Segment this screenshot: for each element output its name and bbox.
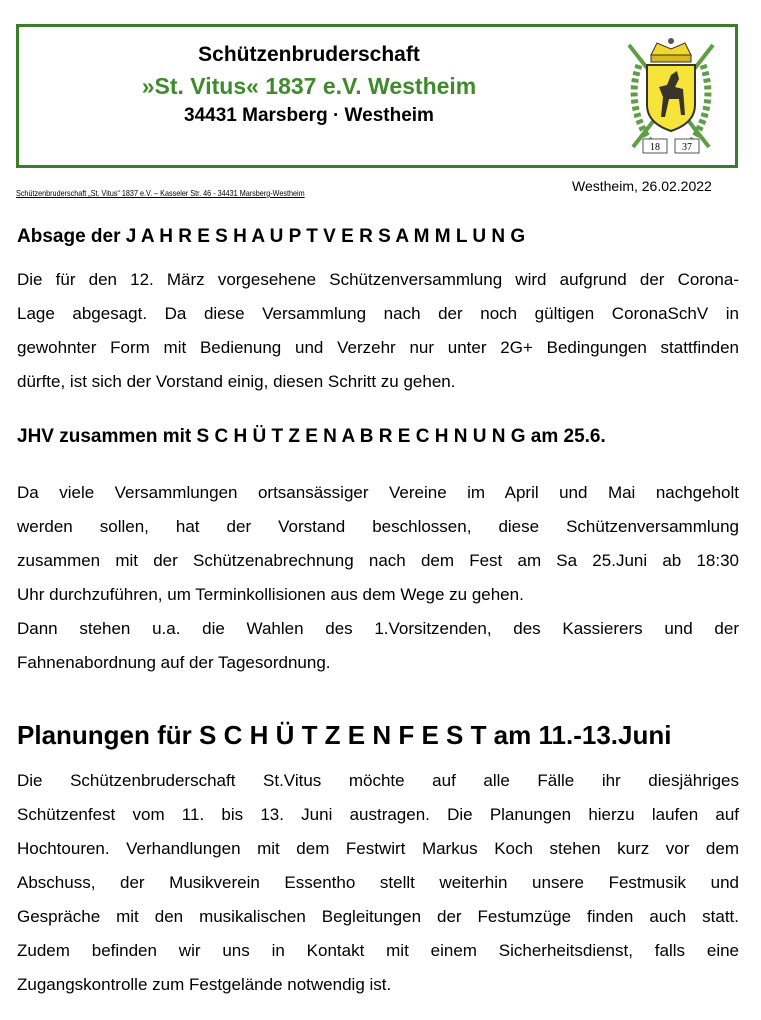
text-line: Lage abgesagt. Da diese Versammlung nach der noch gültigen CoronaSchV in [17, 304, 739, 323]
text-line: Die für den 12. März vorgesehene Schützenversammlung wird aufgrund der Corona- [17, 270, 739, 289]
section-heading-schuetzenfest: Planungen für S C H Ü T Z E N F E S T am 11.-13.Juni [17, 720, 672, 750]
text-line: werden sollen, hat der Vorstand beschlossen, diese Schützenversammlung [17, 517, 739, 536]
letter-date: Westheim, 26.02.2022 [572, 178, 712, 194]
club-address: 34431 Marsberg · Westheim [184, 105, 434, 126]
section-paragraph-schuetzenfest [17, 764, 739, 1002]
club-crest-logo [621, 35, 721, 159]
section-paragraph-jhv-new [17, 476, 739, 680]
text-line: Zudem befinden wir uns in Kontakt mit einem Sicherheitsdienst, falls eine [17, 941, 739, 960]
text-line: zusammen mit der Schützenabrechnung nach dem Fest am Sa 25.Juni ab 18:30 [17, 551, 739, 570]
text-line: Uhr durchzuführen, um Terminkollisionen aus dem Wege zu gehen. [17, 585, 524, 604]
letterhead [16, 24, 738, 168]
text-line: Da viele Versammlungen ortsansässiger Vereine im April und Mai nachgeholt [17, 483, 739, 502]
logo-year-left: 18 [650, 142, 660, 153]
section-heading-jhv-cancel: Absage der J A H R E S H A U P T V E R S A M M L U N G [17, 226, 526, 247]
club-name: Schützenbruderschaft [198, 43, 420, 66]
text-line: dürfte, ist sich der Vorstand einig, diesen Schritt zu gehen. [17, 372, 456, 391]
logo-year-right: 37 [682, 142, 692, 153]
text-line: Fahnenabordnung auf der Tagesordnung. [17, 653, 331, 672]
section-heading-jhv-new: JHV zusammen mit S C H Ü T Z E N A B R E C H N U N G am 25.6. [17, 426, 606, 447]
text-line: Hochtouren. Verhandlungen mit dem Festwirt Markus Koch stehen kurz vor dem [17, 839, 739, 858]
text-line: gewohnter Form mit Bedienung und Verzehr nur unter 2G+ Bedingungen stattfinden [17, 338, 739, 357]
text-line: Abschuss, der Musikverein Essentho stellt weiterhin unsere Festmusik und [17, 873, 739, 892]
club-subtitle: »St. Vitus« 1837 e.V. Westheim [141, 73, 477, 99]
section-paragraph-jhv-cancel [17, 263, 739, 399]
text-line: Schützenfest vom 11. bis 13. Juni austragen. Die Planungen hierzu laufen auf [17, 805, 739, 824]
text-line: Gespräche mit den musikalischen Begleitungen der Festumzüge finden auch statt. [17, 907, 739, 926]
text-line: Dann stehen u.a. die Wahlen des 1.Vorsitzenden, des Kassierers und der [17, 619, 739, 638]
text-line: Zugangskontrolle zum Festgelände notwendig ist. [17, 975, 392, 994]
text-line: Die Schützenbruderschaft St.Vitus möchte auf alle Fälle ihr diesjähriges [17, 771, 739, 790]
sender-address-line: Schützenbruderschaft „St. Vitus“ 1837 e.V. – Kasseler Str. 46 - 34431 Marsberg-Westheim [16, 188, 305, 198]
